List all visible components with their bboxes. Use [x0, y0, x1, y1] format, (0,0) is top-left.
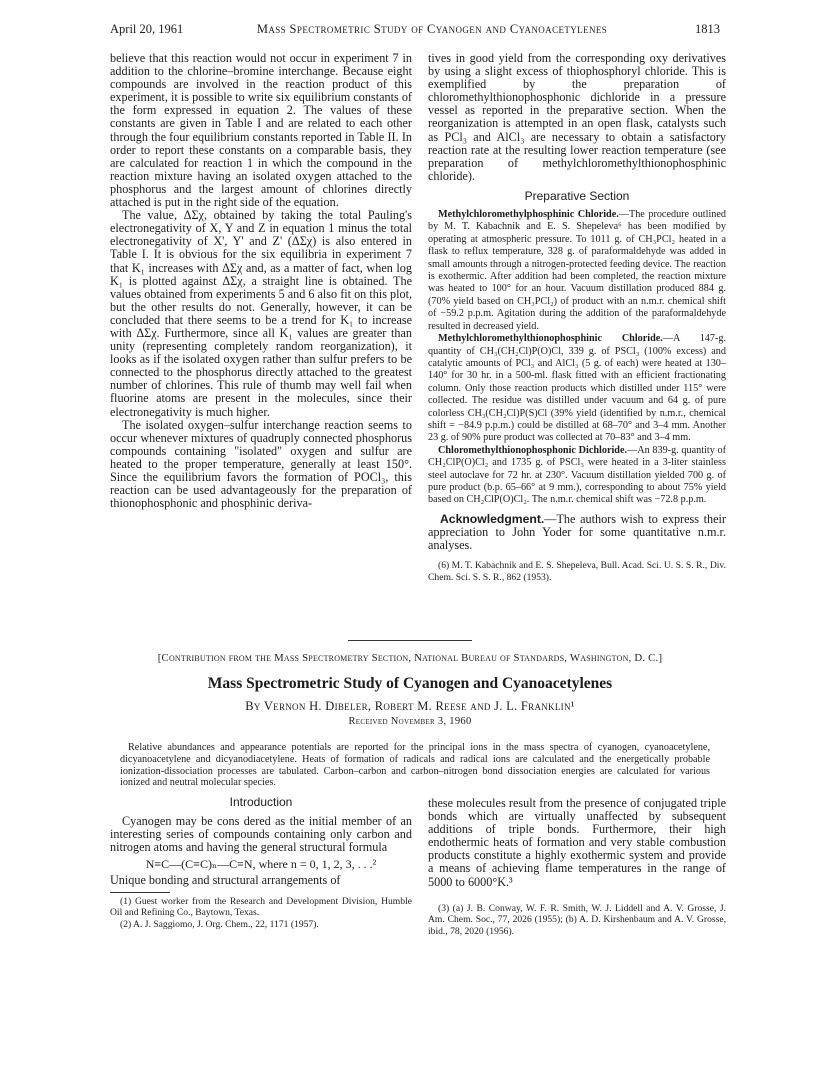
body-paragraph: The value, ΔΣχ, obtained by taking the total Pauling's electronegativity of X, Y and Z in equation 1 minus the total electronegativity of X', Y' and Z' (ΔΣχ) is also entered in Table I. It is obvious for the six equilibria in experiment 7 that K₁ increases with ΔΣχ and, as a matter of fact, when log K₁ is plotted against ΔΣχ, a straight line is obtained. The values obtained from experiments 5 and 6 also fit on this plot, but the other results do not. Generally, however, it can be concluded that there seems to be a trend for K₁ to increase with ΔΣχ. Furthermore, since all K₁ values are greater than unity (representing completely random reorganization), it looks as if the isolated oxygen rather than sulfur prefers to be connected to the phosphorus directly attached to the greatest number of chlorines. This rule of thumb may well fail when fluorine atoms are present in the molecules, since their electronegativity is much higher. — [110, 208, 412, 419]
prep-paragraph — [428, 445, 726, 507]
footnote: (6) M. T. Kabachnik and E. S. Shepeleva, Bull. Acad. Sci. U. S. S. R., Div. Chem. Sci. S. S. R., 862 (1953). — [428, 560, 726, 583]
prep-text: —The procedure outlined by M. T. Kabachnik and E. S. Shepeleva⁶ has been modified by operating at atmospheric pressure. To 1011 g. of CH₃PCl₂ heated in a flask to reflux temperature, 328 g. of paraformaldehyde was added in small amounts through a nitrogen-protected feeding device. The reaction is exothermic. After addition had been completed, the reaction mixture was heated to 100° for an hour. Vacuum distillation produced 884 g. (70% yield based on CH₃PCl₂) of product with an n.m.r. chemical shift of −59.2 p.p.m. Agitation during the addition of the paraformaldehyde resulted in decreased yield. — [428, 209, 726, 332]
article-authors: By Vernon H. Dibeler, Robert M. Reese and J. L. Franklin¹ — [245, 699, 575, 713]
prep-name: Chloromethylthionophosphonic Dichloride. — [438, 444, 628, 456]
acknowledgment-lead: Acknowledgment. — [440, 511, 545, 526]
intro-right-column — [428, 797, 726, 937]
section-heading: Preparative Section — [524, 188, 630, 203]
prep-name: Methylchloromethylphosphinic Chloride. — [438, 209, 619, 221]
preparations-block — [428, 209, 726, 507]
right-column-top — [428, 52, 726, 583]
section-divider — [348, 640, 472, 641]
received-date: Received November 3, 1960 — [348, 716, 472, 727]
section-heading: Introduction — [229, 795, 293, 809]
footnotes: (3) (a) J. B. Conway, W. F. R. Smith, W. J. Liddell and A. V. Grosse, J. Am. Chem. Soc., 77, 2026 (1955); (b) A. D. Kirshenbaum and A. V. Grosse, ibid., 78, 2020 (1956). — [428, 902, 726, 937]
body-paragraph: tives in good yield from the corresponding oxy derivatives by using a slight excess of thiophosphoryl chloride. This is exemplified by the preparation of chloromethylthionophosphonic dichloride in a pressure vessel as reported in the preparative section. When the reorganization is attempted in an open flask, catalysts such as PCl₃ and AlCl₃ are necessary to obtain a satisfactory reaction rate at the resulting lower reaction temperature (see preparation of methylchloromethylthionophosphinic chloride). — [428, 51, 726, 183]
running-title: Mass Spectrometric Study of Cyanogen and Cyanoacetylenes — [256, 22, 608, 36]
body-paragraph: The isolated oxygen–sulfur interchange reaction seems to occur whenever mixtures of quadruply connected phosphorus compounds containing "isolated" oxygen and sulfur are heated to the proper temperature, generally at least 150°. Since the equilibrium favors the formation of POCl₃, this reaction can be used advantageously for the preparation of thionophosphonic and phosphinic deriva- — [110, 417, 412, 511]
abstract: Relative abundances and appearance potentials are reported for the principal ions in the mass spectra of cyanogen, cyanoacetylene, dicyanoacetylene and dicyanodiacetylene. Heats of formation of radicals and radical ions are calculated and the energetically probable ionization-dissociation processes are tabulated. Carbon–carbon and carbon–nitrogen bond dissociation energies are calculated for various ionized and neutral molecular species. — [120, 742, 710, 789]
acknowledgment — [428, 513, 726, 552]
prep-paragraph — [428, 209, 726, 333]
prep-name: Methylchloromethylthionophosphinic Chloride. — [438, 333, 663, 345]
body-paragraph: Cyanogen may be cons dered as the initial member of an interesting series of compounds containing only carbon and nitrogen atoms and having the general structural formula — [110, 814, 412, 855]
left-column-top — [110, 52, 412, 510]
prep-paragraph — [428, 333, 726, 445]
acknowledgment-text: —The authors wish to express their appreciation to John Yoder for some quantitative n.m.r. analyses. — [428, 511, 726, 552]
body-paragraph: Unique bonding and structural arrangements of — [110, 873, 341, 888]
intro-left-column — [110, 796, 412, 930]
body-paragraph: believe that this reaction would not occur in experiment 7 in addition to the chlorine–bromine interchange. Because eight compounds are involved in the reaction product of this experiment, it is possible to write six equilibrium constants of the form expressed in equation 2. The values of these constants are given in Table I and are related to each other through the four equilibrium constants reported in Table II. In order to report these constants on a comparable basis, they are calculated for reaction 1 in which the compound in the reaction mixture having an isolated oxygen attached to the phosphorus and the largest amount of chlorines directly attached is put in the right side of the equation. — [110, 51, 412, 210]
header-date: April 20, 1961 — [110, 22, 184, 36]
footnote-rule — [110, 892, 170, 893]
page-number: 1813 — [695, 22, 720, 36]
prep-text: —A 147-g. quantity of CH₃(CH₂Cl)P(O)Cl, 339 g. of PSCl₃ (100% excess) and catalytic amounts of PCl₃ and AlCl₃ (5 g. of each) were heated at 130–140° for 30 hr. in a 500-ml. flask fitted with an efficient fractionating column. Only those reaction products which distilled under 115° were collected. The residue was distilled under vacuum and 64 g. of pure colorless CH₃(CH₂Cl)P(S)Cl (39% yield (identified by n.m.r., chemical shift = −84.9 p.p.m.) could be distilled at 68–70° and 3–4 mm. Another 23 g. of 90% pure product was collected at 70–83° and 3–4 mm. — [428, 333, 727, 444]
footnotes: (1) Guest worker from the Research and Development Division, Humble Oil and Refining Co., Baytown, Texas. (2) A. J. Saggiomo, J. Org. Chem., 22, 1171 (1957). — [110, 895, 412, 930]
structural-formula: N≡C—(C≡C)ₙ—C≡N, where n = 0, 1, 2, 3, . . .² — [145, 857, 377, 872]
contribution-line: [Contribution from the Mass Spectrometry Section, National Bureau of Standards, Washington, D. C.] — [157, 652, 663, 664]
prep-text: —An 839-g. quantity of CH₂ClP(O)Cl₂ and 1735 g. of PSCl₃ were heated in a 3-liter stainless steel autoclave for 72 hr. at 230°. Vacuum distillation yielded 700 g. of pure product (b.p. 65–66° at 9 mm.), corresponding to about 75% yield based on CH₂ClP(O)Cl₂. The n.m.r. chemical shift was −72.8 p.p.m. — [428, 444, 726, 506]
body-paragraph: these molecules result from the presence of conjugated triple bonds which are virtually unaffected by subsequent additions of triple bonds. Furthermore, their high endothermic heats of formation and very stable combustion products constitute a highly exothermic system and provide a means of achieving flame temperatures in the range of 5000 to 6000°K.³ — [428, 796, 726, 889]
article-title: Mass Spectrometric Study of Cyanogen and Cyanoacetylenes — [207, 675, 613, 692]
